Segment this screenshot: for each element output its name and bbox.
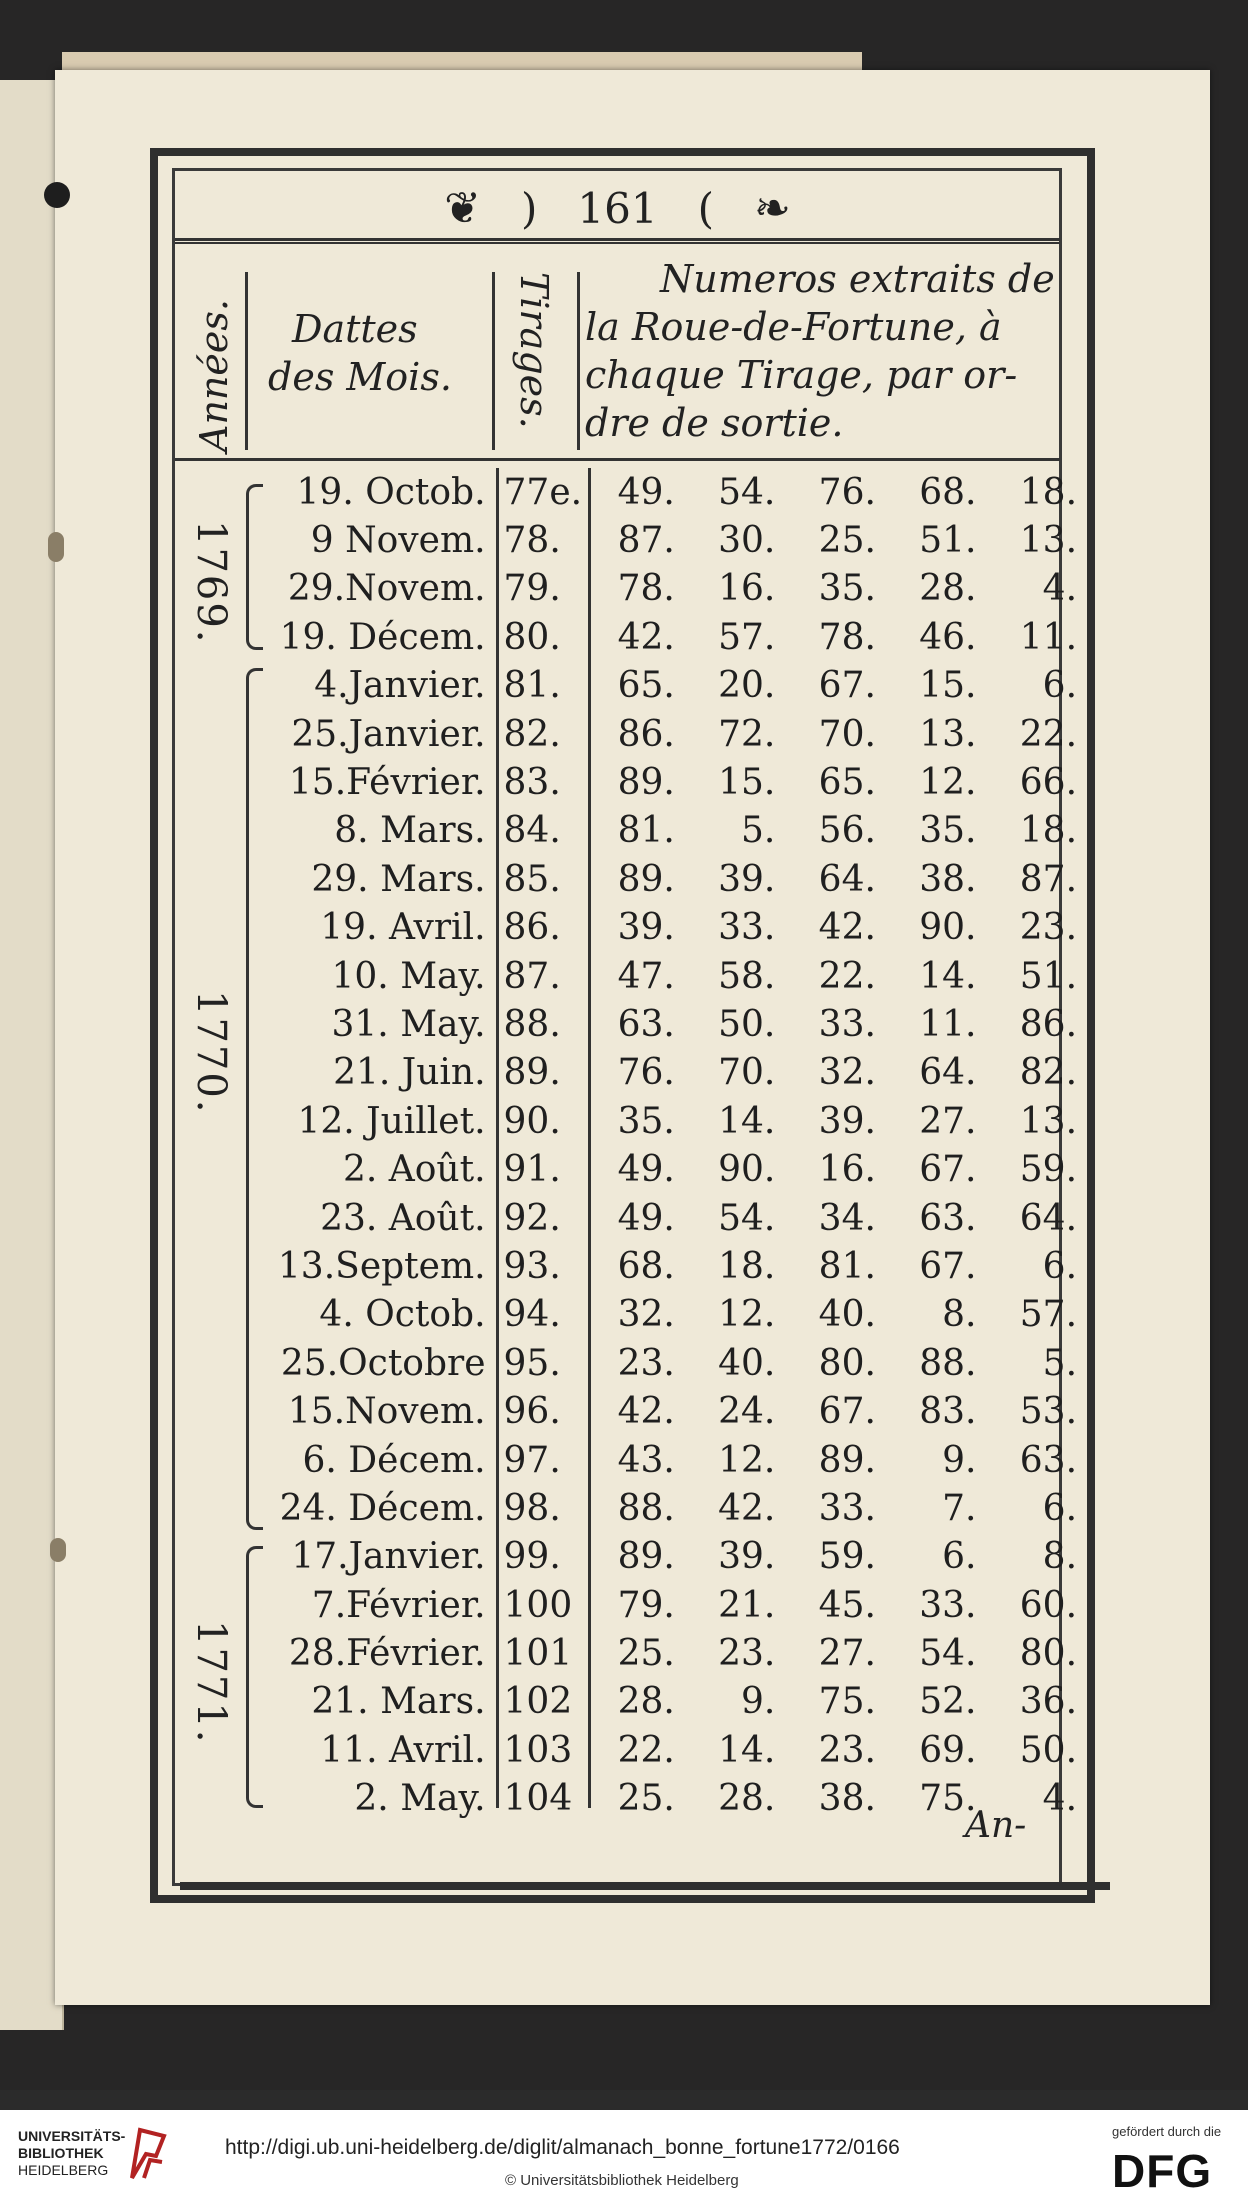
row-date: 24. Décem. xyxy=(279,1487,486,1529)
row-date: 19. Octob. xyxy=(296,471,486,513)
row-number: 80. xyxy=(818,1342,876,1384)
row-number: 67. xyxy=(818,665,876,707)
row-tirage: 83. xyxy=(503,762,561,804)
row-number: 72. xyxy=(718,713,776,755)
table-row xyxy=(265,1145,1085,1193)
row-number: 28. xyxy=(718,1778,776,1820)
row-number: 89. xyxy=(617,1536,675,1578)
row-date: 21. Mars. xyxy=(311,1681,486,1723)
row-date: 15.Novem. xyxy=(287,1391,486,1433)
table-row xyxy=(265,758,1085,806)
row-date: 4. Octob. xyxy=(319,1294,486,1336)
row-tirage: 93. xyxy=(503,1245,561,1287)
column-head-numeros-4: dre de sortie. xyxy=(585,401,844,445)
row-date: 17.Janvier. xyxy=(291,1536,486,1578)
row-number: 23. xyxy=(818,1729,876,1771)
table-row xyxy=(265,565,1085,613)
row-tirage: 100 xyxy=(503,1584,573,1626)
row-number: 58. xyxy=(718,955,776,997)
row-date: 15.Février. xyxy=(288,762,486,804)
row-number: 42. xyxy=(617,616,675,658)
row-number: 36. xyxy=(1019,1681,1078,1723)
column-head-tirages: Tirages. xyxy=(512,272,556,429)
row-number: 32. xyxy=(818,1052,876,1094)
row-number: 15. xyxy=(718,762,776,804)
row-number: 6. xyxy=(1042,665,1078,707)
row-date: 19. Avril. xyxy=(320,907,486,949)
row-tirage: 95. xyxy=(503,1342,561,1384)
permalink-url[interactable]: http://digi.ub.uni-heidelberg.de/diglit/almanach_bonne_fortune1772/0166 xyxy=(225,2136,900,2159)
row-number: 54. xyxy=(718,1197,776,1239)
page-number: 161 xyxy=(577,183,658,233)
ornament-right-icon: ❧ xyxy=(753,182,791,234)
table-row xyxy=(265,710,1085,758)
row-number: 64. xyxy=(919,1052,977,1094)
column-head-numeros-1: Numeros extraits de xyxy=(660,257,1055,301)
row-number: 49. xyxy=(617,471,675,513)
row-date: 8. Mars. xyxy=(334,810,486,852)
row-tirage: 99. xyxy=(503,1536,561,1578)
row-number: 16. xyxy=(718,568,776,610)
paren-right: ( xyxy=(697,183,714,233)
header-rule-thin xyxy=(175,242,1060,244)
row-date: 7.Février. xyxy=(311,1584,486,1626)
library-name-3: HEIDELBERG xyxy=(18,2162,109,2178)
row-tirage: 82. xyxy=(503,713,561,755)
row-number: 25. xyxy=(818,520,876,562)
table-row xyxy=(265,468,1085,516)
row-number: 5. xyxy=(1042,1342,1078,1384)
row-number: 6. xyxy=(1042,1245,1078,1287)
row-tirage: 87. xyxy=(503,955,561,997)
row-number: 80. xyxy=(1019,1633,1078,1675)
row-number: 27. xyxy=(919,1100,977,1142)
row-number: 18. xyxy=(1019,810,1078,852)
row-number: 64. xyxy=(1019,1197,1078,1239)
row-number: 14. xyxy=(919,955,977,997)
row-number: 67. xyxy=(919,1149,977,1191)
row-number: 39. xyxy=(617,907,675,949)
row-date: 10. May. xyxy=(331,955,486,997)
row-date: 9 Novem. xyxy=(310,520,486,562)
header-rule xyxy=(175,238,1060,241)
row-number: 78. xyxy=(818,616,876,658)
row-number: 24. xyxy=(718,1391,776,1433)
col-divider-tirages xyxy=(577,272,580,450)
row-number: 66. xyxy=(1019,762,1078,804)
table-row xyxy=(265,1581,1085,1629)
row-number: 7. xyxy=(942,1487,977,1529)
row-number: 13. xyxy=(919,713,977,755)
row-number: 38. xyxy=(818,1778,876,1820)
row-date: 23. Août. xyxy=(320,1197,486,1239)
row-date: 29.Novem. xyxy=(287,568,486,610)
catchword: An- xyxy=(965,1805,1027,1846)
row-number: 54. xyxy=(718,471,776,513)
row-number: 46. xyxy=(919,616,977,658)
row-number: 6. xyxy=(942,1536,977,1578)
table-row xyxy=(265,904,1085,952)
row-number: 25. xyxy=(617,1633,675,1675)
row-tirage: 104 xyxy=(503,1778,573,1820)
row-tirage: 96. xyxy=(503,1391,561,1433)
column-head-dattes-2: des Mois. xyxy=(268,355,452,399)
row-number: 67. xyxy=(919,1245,977,1287)
row-date: 2. May. xyxy=(354,1778,486,1820)
row-number: 12. xyxy=(919,762,977,804)
row-number: 81. xyxy=(617,810,675,852)
row-number: 8. xyxy=(942,1294,977,1336)
row-number: 42. xyxy=(818,907,876,949)
row-number: 59. xyxy=(818,1536,876,1578)
dfg-logo: DFG xyxy=(1112,2145,1213,2197)
row-tirage: 88. xyxy=(503,1003,561,1045)
table-row xyxy=(265,1291,1085,1339)
row-date: 25.Janvier. xyxy=(291,713,486,755)
row-number: 33. xyxy=(718,907,776,949)
row-number: 87. xyxy=(617,520,675,562)
row-number: 54. xyxy=(919,1633,977,1675)
brace-1769 xyxy=(246,484,263,650)
row-number: 5. xyxy=(741,810,776,852)
row-number: 40. xyxy=(718,1342,776,1384)
column-head-dattes-1: Dattes xyxy=(292,307,418,351)
row-tirage: 79. xyxy=(503,568,561,610)
row-date: 11. Avril. xyxy=(320,1729,486,1771)
row-number: 33. xyxy=(919,1584,977,1626)
table-row xyxy=(265,1678,1085,1726)
row-number: 9. xyxy=(942,1439,977,1481)
row-number: 75. xyxy=(818,1681,876,1723)
row-number: 18. xyxy=(718,1245,776,1287)
library-name-1: UNIVERSITÄTS- xyxy=(18,2128,126,2144)
row-number: 15. xyxy=(919,665,977,707)
row-number: 88. xyxy=(617,1487,675,1529)
row-number: 9. xyxy=(741,1681,776,1723)
row-number: 34. xyxy=(818,1197,876,1239)
row-number: 30. xyxy=(718,520,776,562)
row-number: 79. xyxy=(617,1584,675,1626)
row-tirage: 85. xyxy=(503,858,561,900)
row-number: 42. xyxy=(718,1487,776,1529)
row-number: 8. xyxy=(1042,1536,1078,1578)
row-number: 78. xyxy=(617,568,675,610)
row-number: 49. xyxy=(617,1197,675,1239)
row-number: 4. xyxy=(1042,1778,1078,1820)
row-number: 42. xyxy=(617,1391,675,1433)
table-row xyxy=(265,1484,1085,1532)
row-number: 40. xyxy=(818,1294,876,1336)
row-number: 39. xyxy=(818,1100,876,1142)
row-number: 63. xyxy=(1019,1439,1078,1481)
row-tirage: 94. xyxy=(503,1294,561,1336)
row-number: 11. xyxy=(1019,616,1078,658)
row-number: 35. xyxy=(919,810,977,852)
row-number: 13. xyxy=(1019,1100,1078,1142)
column-head-annees: Années. xyxy=(192,299,236,452)
column-head-numeros-2: la Roue-de-Fortune, à xyxy=(585,305,1002,349)
row-number: 83. xyxy=(919,1391,977,1433)
row-number: 22. xyxy=(617,1729,675,1771)
library-logo-text xyxy=(18,2128,125,2179)
row-number: 45. xyxy=(818,1584,876,1626)
row-tirage: 97. xyxy=(503,1439,561,1481)
paren-left: ) xyxy=(521,183,538,233)
row-number: 86. xyxy=(617,713,675,755)
table-row xyxy=(265,1097,1085,1145)
row-number: 49. xyxy=(617,1149,675,1191)
table-row xyxy=(265,516,1085,564)
row-number: 89. xyxy=(617,858,675,900)
row-number: 50. xyxy=(1019,1729,1078,1771)
row-number: 32. xyxy=(617,1294,675,1336)
row-tirage: 78. xyxy=(503,520,561,562)
row-tirage: 80. xyxy=(503,616,561,658)
row-number: 57. xyxy=(718,616,776,658)
row-number: 89. xyxy=(818,1439,876,1481)
row-number: 81. xyxy=(818,1245,876,1287)
row-number: 43. xyxy=(617,1439,675,1481)
row-number: 57. xyxy=(1019,1294,1078,1336)
row-number: 63. xyxy=(617,1003,675,1045)
row-number: 65. xyxy=(617,665,675,707)
row-number: 90. xyxy=(718,1149,776,1191)
row-number: 35. xyxy=(818,568,876,610)
row-tirage: 92. xyxy=(503,1197,561,1239)
row-number: 60. xyxy=(1019,1584,1078,1626)
row-number: 21. xyxy=(718,1584,776,1626)
lottery-table xyxy=(265,468,1085,1823)
running-head xyxy=(175,180,1060,236)
binding-hole xyxy=(50,1538,66,1562)
column-head-numeros-3: chaque Tirage, par or- xyxy=(585,353,1018,397)
table-row xyxy=(265,1533,1085,1581)
col-divider-dates xyxy=(492,272,495,450)
row-number: 70. xyxy=(818,713,876,755)
row-number: 87. xyxy=(1019,858,1078,900)
row-number: 12. xyxy=(718,1294,776,1336)
row-number: 68. xyxy=(617,1245,675,1287)
row-number: 4. xyxy=(1042,568,1078,610)
row-number: 67. xyxy=(818,1391,876,1433)
row-tirage: 101 xyxy=(503,1633,573,1675)
row-tirage: 98. xyxy=(503,1487,561,1529)
row-tirage: 84. xyxy=(503,810,561,852)
row-date: 25.Octobre xyxy=(280,1342,486,1384)
table-row xyxy=(265,1339,1085,1387)
row-date: 2. Août. xyxy=(342,1149,486,1191)
row-date: 29. Mars. xyxy=(311,858,486,900)
row-number: 13. xyxy=(1019,520,1078,562)
row-number: 23. xyxy=(1019,907,1078,949)
row-number: 90. xyxy=(919,907,977,949)
row-number: 27. xyxy=(818,1633,876,1675)
ornament-left-icon: ❦ xyxy=(444,182,482,234)
table-row xyxy=(265,1387,1085,1435)
row-number: 14. xyxy=(718,1100,776,1142)
row-tirage: 91. xyxy=(503,1149,561,1191)
row-number: 69. xyxy=(919,1729,977,1771)
row-number: 65. xyxy=(818,762,876,804)
table-row xyxy=(265,952,1085,1000)
row-number: 51. xyxy=(919,520,977,562)
library-name-2: BIBLIOTHEK xyxy=(18,2145,104,2161)
row-number: 50. xyxy=(718,1003,776,1045)
row-date: 13.Septem. xyxy=(277,1245,486,1287)
row-number: 53. xyxy=(1019,1391,1078,1433)
row-tirage: 86. xyxy=(503,907,561,949)
row-date: 12. Juillet. xyxy=(297,1100,486,1142)
row-number: 75. xyxy=(919,1778,977,1820)
row-number: 18. xyxy=(1019,471,1078,513)
row-number: 76. xyxy=(818,471,876,513)
table-row xyxy=(265,1436,1085,1484)
row-number: 20. xyxy=(718,665,776,707)
row-number: 70. xyxy=(718,1052,776,1094)
row-number: 22. xyxy=(1019,713,1078,755)
row-number: 59. xyxy=(1019,1149,1078,1191)
row-date: 21. Juin. xyxy=(333,1052,486,1094)
table-row xyxy=(265,1629,1085,1677)
column-head-rule xyxy=(175,458,1060,461)
table-row xyxy=(265,1242,1085,1290)
row-tirage: 77e. xyxy=(503,471,583,513)
row-tirage: 90. xyxy=(503,1100,561,1142)
binding-hole xyxy=(48,532,64,562)
table-row xyxy=(265,1000,1085,1048)
row-number: 28. xyxy=(617,1681,675,1723)
row-number: 39. xyxy=(718,858,776,900)
table-row xyxy=(265,807,1085,855)
row-number: 25. xyxy=(617,1778,675,1820)
col-divider-years xyxy=(245,272,248,450)
row-number: 68. xyxy=(919,471,977,513)
year-label-1771: 1771. xyxy=(188,1620,234,1745)
row-number: 14. xyxy=(718,1729,776,1771)
row-number: 22. xyxy=(818,955,876,997)
table-row xyxy=(265,1726,1085,1774)
row-number: 51. xyxy=(1019,955,1078,997)
bottom-rule xyxy=(180,1882,1110,1890)
library-logo-icon xyxy=(126,2126,170,2182)
row-number: 23. xyxy=(718,1633,776,1675)
year-label-1770: 1770. xyxy=(188,990,234,1115)
row-date: 28.Février. xyxy=(288,1633,486,1675)
row-number: 39. xyxy=(718,1536,776,1578)
table-row xyxy=(265,1775,1085,1823)
row-number: 76. xyxy=(617,1052,675,1094)
row-number: 23. xyxy=(617,1342,675,1384)
row-number: 12. xyxy=(718,1439,776,1481)
row-number: 11. xyxy=(919,1003,977,1045)
row-number: 47. xyxy=(617,955,675,997)
funded-by-text: gefördert durch die xyxy=(1112,2124,1222,2139)
row-number: 86. xyxy=(1019,1003,1078,1045)
row-tirage: 89. xyxy=(503,1052,561,1094)
year-label-1769: 1769. xyxy=(188,520,234,645)
row-number: 82. xyxy=(1019,1052,1078,1094)
row-number: 63. xyxy=(919,1197,977,1239)
binding-hole xyxy=(44,182,70,208)
row-number: 64. xyxy=(818,858,876,900)
row-number: 16. xyxy=(818,1149,876,1191)
row-number: 33. xyxy=(818,1487,876,1529)
row-date: 19. Décem. xyxy=(279,616,486,658)
row-date: 4.Janvier. xyxy=(314,665,486,707)
brace-1771 xyxy=(246,1546,263,1808)
row-tirage: 81. xyxy=(503,665,561,707)
row-tirage: 103 xyxy=(503,1729,573,1771)
table-row xyxy=(265,613,1085,661)
row-number: 33. xyxy=(818,1003,876,1045)
table-row xyxy=(265,1049,1085,1097)
row-number: 35. xyxy=(617,1100,675,1142)
row-tirage: 102 xyxy=(503,1681,573,1723)
row-number: 88. xyxy=(919,1342,977,1384)
row-number: 56. xyxy=(818,810,876,852)
copyright-text: © Universitätsbibliothek Heidelberg xyxy=(505,2172,739,2189)
row-date: 6. Décem. xyxy=(302,1439,486,1481)
row-number: 52. xyxy=(919,1681,977,1723)
table-row xyxy=(265,662,1085,710)
brace-1770 xyxy=(246,668,263,1530)
row-number: 28. xyxy=(919,568,977,610)
row-number: 38. xyxy=(919,858,977,900)
table-row xyxy=(265,1194,1085,1242)
row-date: 31. May. xyxy=(331,1003,486,1045)
row-number: 89. xyxy=(617,762,675,804)
table-row xyxy=(265,855,1085,903)
row-number: 6. xyxy=(1042,1487,1078,1529)
